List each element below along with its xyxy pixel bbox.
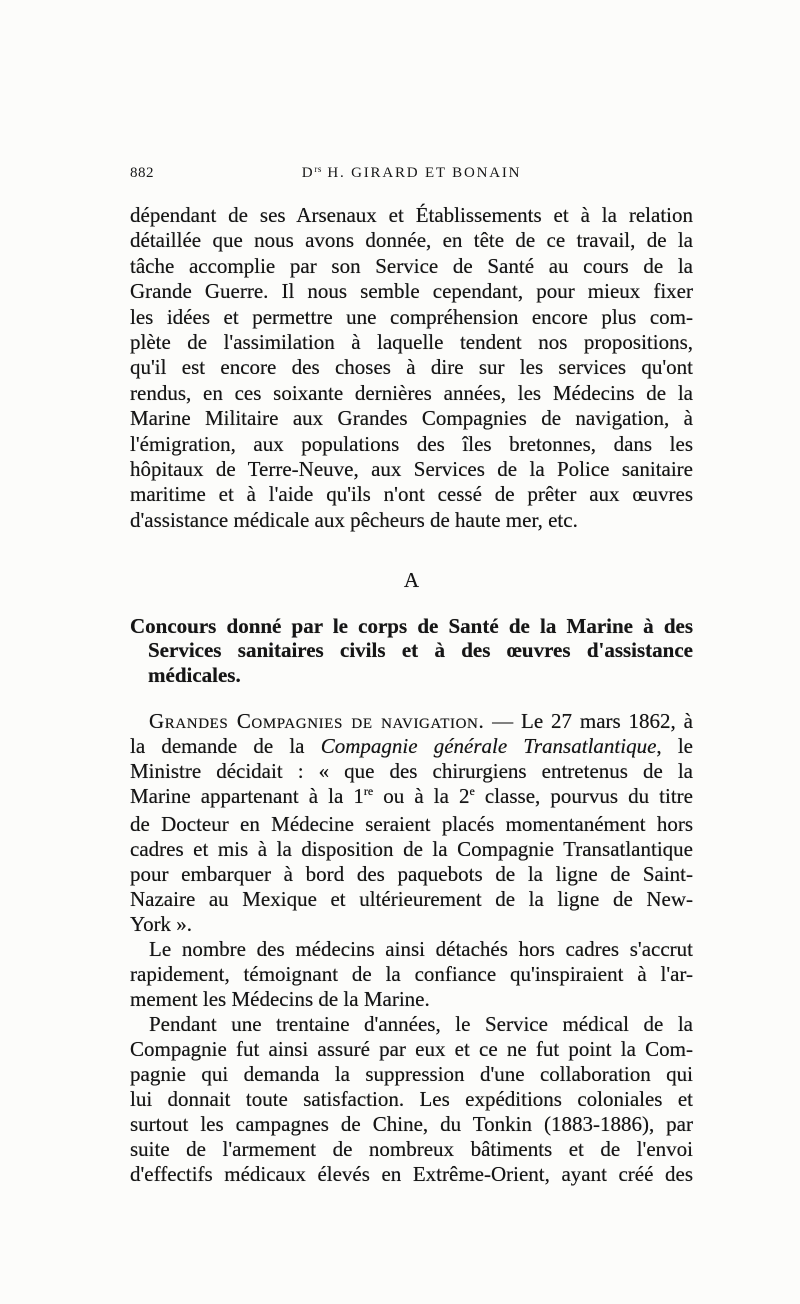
paragraph-line: rapidement, témoignant de la confiance qu'inspiraient à l'ar-: [130, 961, 693, 986]
line-text: la demande de la: [130, 733, 321, 758]
paragraph-line: dépendant de ses Arsenaux et Établissements et à la relation: [130, 203, 693, 227]
paragraph-line: qu'il est encore des choses à dire sur les services qu'ont: [130, 355, 693, 380]
line-text: ou à la 2: [373, 783, 470, 808]
paragraph-line: Le nombre des médecins ainsi détachés hors cadres s'accrut: [149, 936, 693, 961]
running-title-names: H. GIRARD ET BONAIN: [321, 165, 522, 181]
paragraph-line: pagnie qui demanda la suppression d'une collaboration qui: [130, 1062, 693, 1087]
running-title-initial: D: [301, 165, 315, 181]
paragraph-line: cadres et mis à la disposition de la Compagnie Transatlantique: [130, 836, 693, 861]
paragraph-line: les idées et permettre une compréhension encore plus com-: [130, 304, 693, 329]
italic-company-name: Compagnie générale Transatlantique: [320, 733, 657, 758]
line-text: classe, pourvus du titre: [474, 783, 693, 808]
paragraph-line: mement les Médecins de la Marine.: [130, 987, 430, 1012]
paragraph-line: tâche accomplie par son Service de Santé au cours de la: [130, 253, 693, 278]
paragraph-thirty-years: [130, 1012, 693, 1187]
running-title: [130, 162, 693, 185]
line-text: Marine appartenant à la 1: [130, 783, 364, 808]
paragraph-line: de Docteur en Médecine seraient placés momentanément hors: [130, 811, 693, 836]
superscript: e: [469, 783, 475, 798]
line-text: , le: [656, 733, 693, 758]
continued-paragraph: [130, 203, 693, 533]
paragraph-line: [130, 734, 693, 759]
body-paragraphs: [130, 709, 693, 1188]
paragraph-line: surtout les campagnes de Chine, du Tonkin (1883-1886), par: [130, 1112, 693, 1137]
paragraph-line: Grande Guerre. Il nous semble cependant, pour mieux fixer: [130, 279, 693, 304]
paragraph-line: [130, 709, 693, 734]
paragraph-line: l'émigration, aux populations des îles bretonnes, dans les: [130, 431, 693, 456]
paragraph-line: pour embarquer à bord des paquebots de la ligne de Saint-: [130, 861, 693, 886]
paragraph-line: hôpitaux de Terre-Neuve, aux Services de la Police sanitaire: [130, 457, 693, 482]
paragraph-line: Pendant une trentaine d'années, le Service médical de la: [149, 1012, 693, 1037]
heading-line: Services sanitaires civils et à des œuvres d'assistance: [148, 638, 693, 662]
running-title-superscript: rs: [314, 164, 322, 174]
paragraph-line: rendus, en ces soixante dernières années, les Médecins de la: [130, 380, 693, 405]
section-heading: [130, 614, 693, 688]
running-head: [130, 162, 693, 184]
paragraph-detached-doctors: [130, 937, 693, 1012]
paragraph-line: Nazaire au Mexique et ultérieurement de la ligne de New-: [130, 886, 693, 911]
paragraph-line: York ».: [130, 911, 193, 936]
paragraph-line: détaillée que nous avons donnée, en tête de ce travail, de la: [130, 228, 693, 253]
superscript: re: [363, 783, 374, 798]
paragraph-line: suite de l'armement de nombreux bâtiments et de l'envoi: [130, 1137, 693, 1162]
paragraph-line: Marine Militaire aux Grandes Compagnies de navigation, à: [130, 406, 693, 431]
run-in-heading: Grandes Compagnies de navigation.: [149, 708, 485, 733]
page-number: 882: [130, 165, 154, 181]
paragraph-line: d'assistance médicale aux pêcheurs de haute mer, etc.: [130, 507, 578, 532]
paragraph-line: [130, 784, 693, 812]
paragraph-line: Compagnie fut ainsi assuré par eux et ce ne fut point la Com-: [130, 1037, 693, 1062]
section-letter: A: [403, 568, 420, 592]
heading-line: Concours donné par le corps de Santé de la Marine à des: [130, 613, 693, 638]
paragraph-line: plète de l'assimilation à laquelle tendent nos propositions,: [130, 330, 693, 355]
paragraph-line: d'effectifs médicaux élevés en Extrême-Orient, ayant créé des: [130, 1162, 693, 1187]
paragraph-line: maritime et à l'aide qu'ils n'ont cessé de prêter aux œuvres: [130, 482, 693, 507]
line-text: — Le 27 mars 1862, à: [484, 708, 693, 733]
heading-line: médicales.: [148, 662, 241, 687]
paragraph-line: lui donnait toute satisfaction. Les expéditions coloniales et: [130, 1087, 693, 1112]
paragraph-navigation-companies: [130, 709, 693, 937]
paragraph-line: Ministre décidait : « que des chirurgiens entretenus de la: [130, 758, 693, 783]
